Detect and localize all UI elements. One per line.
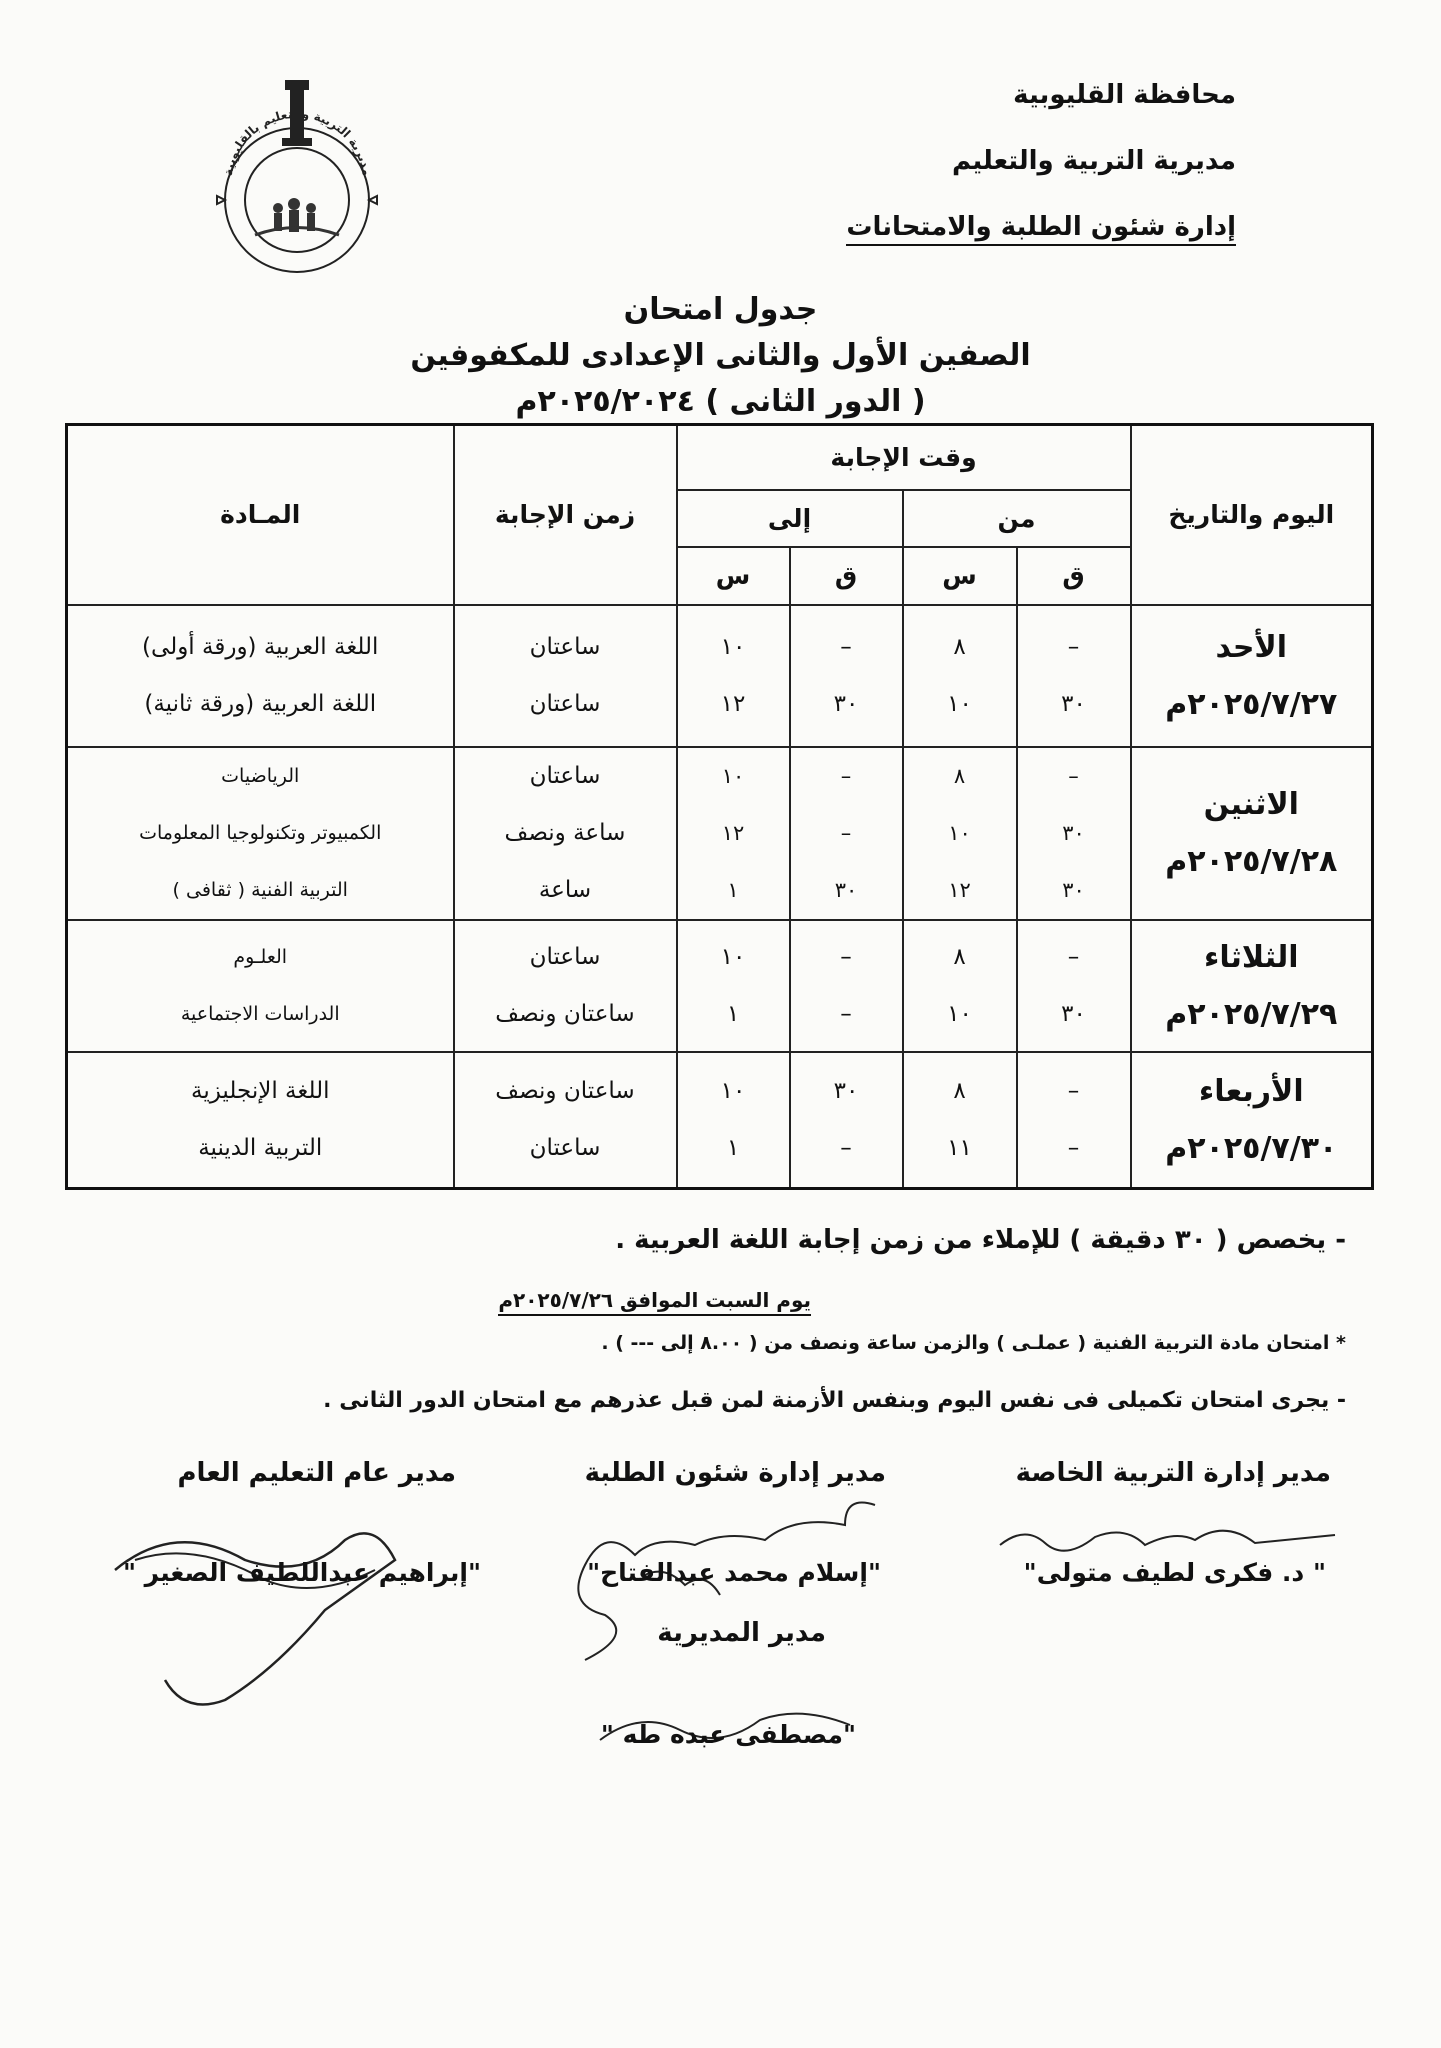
header-from-hour: س bbox=[903, 547, 1017, 605]
directorate-label: مديرية التربية والتعليم bbox=[951, 146, 1236, 176]
to-hour: ١ bbox=[726, 1134, 740, 1161]
day-date: ٢٠٢٥/٧/٢٩م bbox=[1165, 996, 1338, 1032]
art-exam-note: * امتحان مادة التربية الفنية ( عملـى ) والزمن ساعة ونصف من ( ٨.٠٠ إلى --- ) . bbox=[601, 1332, 1346, 1354]
duration: ساعة bbox=[538, 876, 592, 903]
special-ed-name: " د. فكرى لطيف متولى" bbox=[1023, 1558, 1326, 1587]
day-name: الأربعاء bbox=[1198, 1073, 1304, 1109]
seal-text: مديرية التربية والتعليم بالقليوبية bbox=[220, 106, 375, 177]
subject: التربية الفنية ( ثقافى ) bbox=[172, 878, 348, 901]
subject: العلـوم bbox=[233, 945, 288, 968]
to-minute: – bbox=[840, 1134, 852, 1161]
to-hour: ١٢ bbox=[720, 690, 746, 717]
from-hour: ١٠ bbox=[947, 1000, 972, 1027]
to-minute: – bbox=[840, 763, 852, 788]
to-hour: ١ bbox=[726, 1000, 740, 1027]
from-minute: – bbox=[1067, 1134, 1080, 1161]
day-cell bbox=[1131, 1052, 1373, 1189]
from-minute: ٣٠ bbox=[1062, 877, 1085, 902]
day-cell bbox=[1131, 920, 1373, 1052]
schedule-title: جدول امتحان bbox=[623, 292, 818, 327]
header-duration: زمن الإجابة bbox=[454, 425, 677, 605]
subject: اللغة العربية (ورقة أولى) bbox=[142, 633, 379, 660]
day-cell bbox=[1131, 747, 1373, 920]
special-ed-title: مدير إدارة التربية الخاصة bbox=[1015, 1458, 1331, 1488]
to-minute: – bbox=[840, 1000, 852, 1027]
header-subject: المـادة bbox=[67, 425, 454, 605]
from-hour: ١٠ bbox=[947, 690, 972, 717]
student-affairs-name: "إسلام محمد عبدالفتاح" bbox=[587, 1558, 881, 1587]
to-hour: ١٠ bbox=[720, 633, 746, 660]
to-hour: ١٠ bbox=[721, 763, 745, 788]
day-date: ٢٠٢٥/٧/٢٧م bbox=[1165, 686, 1338, 722]
day-name: الاثنين bbox=[1203, 787, 1299, 822]
to-hour: ١٠ bbox=[720, 943, 746, 970]
from-minute: – bbox=[1067, 633, 1080, 660]
header-from-minute: ق bbox=[1017, 547, 1131, 605]
from-hour: ٨ bbox=[953, 943, 966, 970]
from-hour: ١١ bbox=[947, 1134, 972, 1161]
day-cell bbox=[1131, 605, 1373, 747]
to-minute: – bbox=[840, 820, 852, 845]
from-minute: ٣٠ bbox=[1062, 820, 1085, 845]
table-row-tuesday bbox=[67, 920, 1373, 1052]
duration: ساعتان bbox=[529, 1134, 601, 1161]
day-date: ٢٠٢٥/٧/٣٠م bbox=[1165, 1130, 1338, 1166]
from-minute: – bbox=[1067, 943, 1080, 970]
duration: ساعتان bbox=[529, 633, 601, 660]
to-hour: ١٢ bbox=[721, 820, 745, 845]
from-hour: ٨ bbox=[953, 763, 966, 788]
exam-schedule-table bbox=[65, 423, 1374, 1190]
to-minute: – bbox=[840, 943, 852, 970]
general-ed-title: مدير عام التعليم العام bbox=[177, 1458, 456, 1488]
to-minute: ٣٠ bbox=[833, 1077, 859, 1104]
table-row-monday bbox=[67, 747, 1373, 920]
duration: ساعتان bbox=[529, 762, 601, 789]
subject: اللغة الإنجليزية bbox=[191, 1077, 330, 1104]
to-minute: ٣٠ bbox=[834, 877, 858, 902]
governorate-label: محافظة القليوبية bbox=[1013, 80, 1236, 110]
subject: الدراسات الاجتماعية bbox=[180, 1002, 340, 1025]
from-hour: ١٠ bbox=[948, 820, 971, 845]
grades-subtitle: الصفين الأول والثانى الإعدادى للمكفوفين bbox=[410, 338, 1031, 373]
duration: ساعتان ونصف bbox=[495, 1077, 635, 1104]
general-ed-name: "إبراهيم عبداللطيف الصغير " bbox=[122, 1558, 481, 1587]
from-hour: ٨ bbox=[953, 1077, 966, 1104]
from-minute: – bbox=[1067, 1077, 1080, 1104]
table-row-wednesday bbox=[67, 1052, 1373, 1189]
header-answer-time: وقت الإجابة bbox=[677, 425, 1131, 490]
directorate-title: مدير المديرية bbox=[657, 1618, 826, 1648]
header-to-minute: ق bbox=[790, 547, 903, 605]
supplementary-note: - يجرى امتحان تكميلى فى نفس اليوم وبنفس الأزمنة لمن قبل عذرهم مع امتحان الدور الثانى . bbox=[323, 1388, 1346, 1413]
general-ed-signature bbox=[95, 1500, 425, 1720]
saturday-note: يوم السبت الموافق ٢٠٢٥/٧/٢٦م bbox=[498, 1288, 811, 1316]
dictation-note: - يخصص ( ٣٠ دقيقة ) للإملاء من زمن إجابة اللغة العربية . bbox=[615, 1225, 1346, 1255]
from-minute: – bbox=[1068, 763, 1079, 788]
ministry-seal-logo bbox=[210, 80, 385, 275]
from-minute: ٣٠ bbox=[1061, 1000, 1086, 1027]
session-subtitle: ( الدور الثانى ) ٢٠٢٥/٢٠٢٤م bbox=[515, 384, 926, 419]
duration: ساعة ونصف bbox=[504, 819, 626, 846]
department-label: إدارة شئون الطلبة والامتحانات bbox=[846, 212, 1236, 246]
header-from: من bbox=[903, 490, 1131, 547]
to-minute: ٣٠ bbox=[833, 690, 859, 717]
from-minute: ٣٠ bbox=[1061, 690, 1086, 717]
special-ed-signature bbox=[985, 1505, 1345, 1565]
to-hour: ١٠ bbox=[720, 1077, 746, 1104]
directorate-name: "مصطفى عبده طه " bbox=[600, 1720, 856, 1749]
duration: ساعتان bbox=[529, 943, 601, 970]
student-affairs-title: مدير إدارة شئون الطلبة bbox=[584, 1458, 886, 1488]
table-row-sunday bbox=[67, 605, 1373, 747]
day-name: الثلاثاء bbox=[1204, 939, 1299, 975]
from-hour: ١٢ bbox=[948, 877, 971, 902]
duration: ساعتان bbox=[529, 690, 601, 717]
header-to-hour: س bbox=[677, 547, 790, 605]
day-date: ٢٠٢٥/٧/٢٨م bbox=[1165, 844, 1338, 879]
duration: ساعتان ونصف bbox=[495, 1000, 635, 1027]
to-minute: – bbox=[840, 633, 852, 660]
subject: الرياضيات bbox=[221, 764, 300, 787]
header-to: إلى bbox=[677, 490, 903, 547]
to-hour: ١ bbox=[727, 877, 739, 902]
day-name: الأحد bbox=[1215, 629, 1288, 665]
from-hour: ٨ bbox=[953, 633, 966, 660]
subject: التربية الدينية bbox=[198, 1134, 323, 1161]
subject: اللغة العربية (ورقة ثانية) bbox=[144, 690, 377, 717]
subject: الكمبيوتر وتكنولوجيا المعلومات bbox=[139, 821, 382, 844]
header-day-date: اليوم والتاريخ bbox=[1131, 425, 1373, 605]
